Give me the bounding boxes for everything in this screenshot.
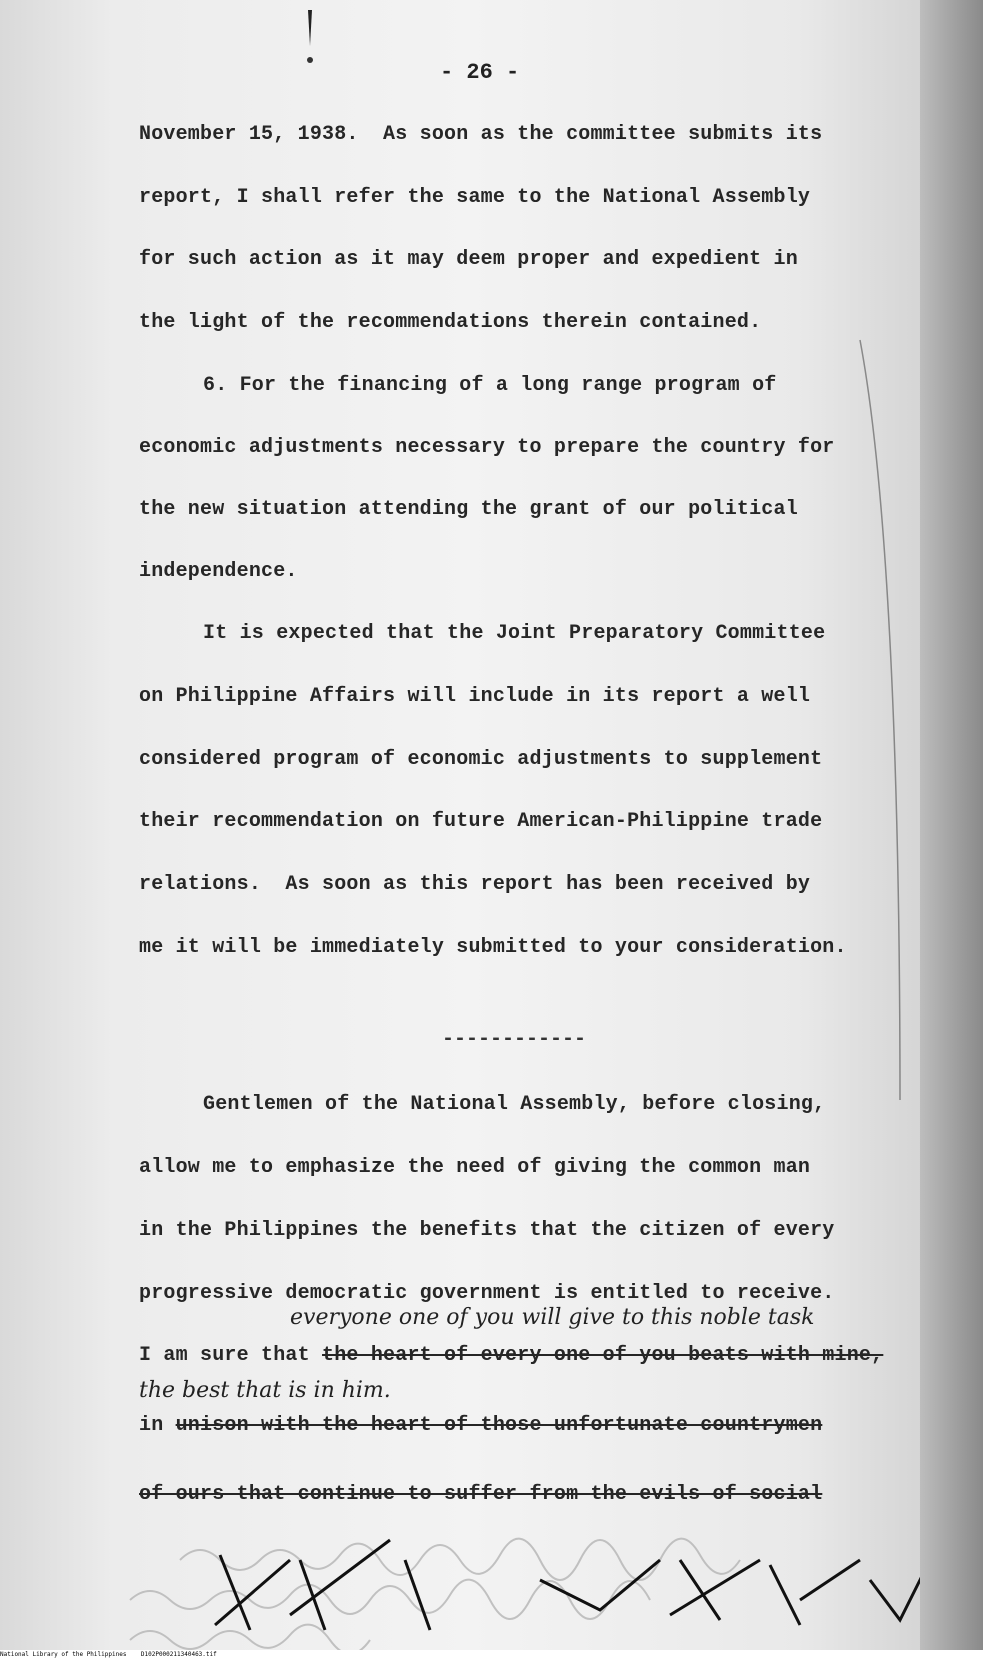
scan-footer: National Library of the Philippines D102P000211340463.tif — [0, 1651, 217, 1658]
text-line-10: on Philippine Affairs will include in its report a well — [139, 685, 811, 708]
text-line-2: report, I shall refer the same to the National Assembly — [139, 186, 811, 209]
text-line-16: allow me to emphasize the need of giving the common man — [139, 1156, 811, 1179]
text-line-7: the new situation attending the grant of our political — [139, 498, 798, 521]
text-line-6: economic adjustments necessary to prepare the country for — [139, 436, 835, 459]
struck-text: unison with the heart of those unfortunate countrymen — [175, 1414, 823, 1437]
section-separator: ------------ — [442, 1028, 587, 1051]
text-line-3: for such action as it may deem proper and expedient in — [139, 248, 798, 271]
struck-text: of ours that continue to suffer from the evils of social — [139, 1483, 823, 1506]
text-line-20: in unison with the heart of those unfortunate countrymen — [139, 1414, 823, 1437]
text-line-4: the light of the recommendations therein contained. — [139, 311, 762, 334]
text-line-5: 6. For the financing of a long range program of — [203, 374, 777, 397]
text-line-11: considered program of economic adjustments to supplement — [139, 748, 823, 771]
text-line-12: their recommendation on future American-Philippine trade — [139, 810, 823, 833]
text-line-1: November 15, 1938. As soon as the committee submits its — [139, 123, 823, 146]
text-line-8: independence. — [139, 560, 298, 583]
page-number: - 26 - — [440, 60, 520, 85]
handwritten-insertion: everyone one of you will give to this noble task — [290, 1305, 815, 1330]
scan-margin — [920, 0, 983, 1650]
handwritten-insertion-2: the best that is in him. — [139, 1378, 391, 1403]
text-line-14: me it will be immediately submitted to your consideration. — [139, 936, 847, 959]
text-line-17: in the Philippines the benefits that the citizen of every — [139, 1219, 835, 1242]
text-line-18: progressive democratic government is entitled to receive. — [139, 1282, 835, 1305]
text-line-15: Gentlemen of the National Assembly, before closing, — [203, 1093, 826, 1116]
text-line-19: I am sure that the heart of every one of you beats with mine, — [139, 1344, 884, 1367]
text-line-9: It is expected that the Joint Preparatory Committee — [203, 622, 826, 645]
struck-text: the heart of every one of you beats with mine, — [322, 1344, 884, 1367]
text-line-13: relations. As soon as this report has been received by — [139, 873, 811, 896]
